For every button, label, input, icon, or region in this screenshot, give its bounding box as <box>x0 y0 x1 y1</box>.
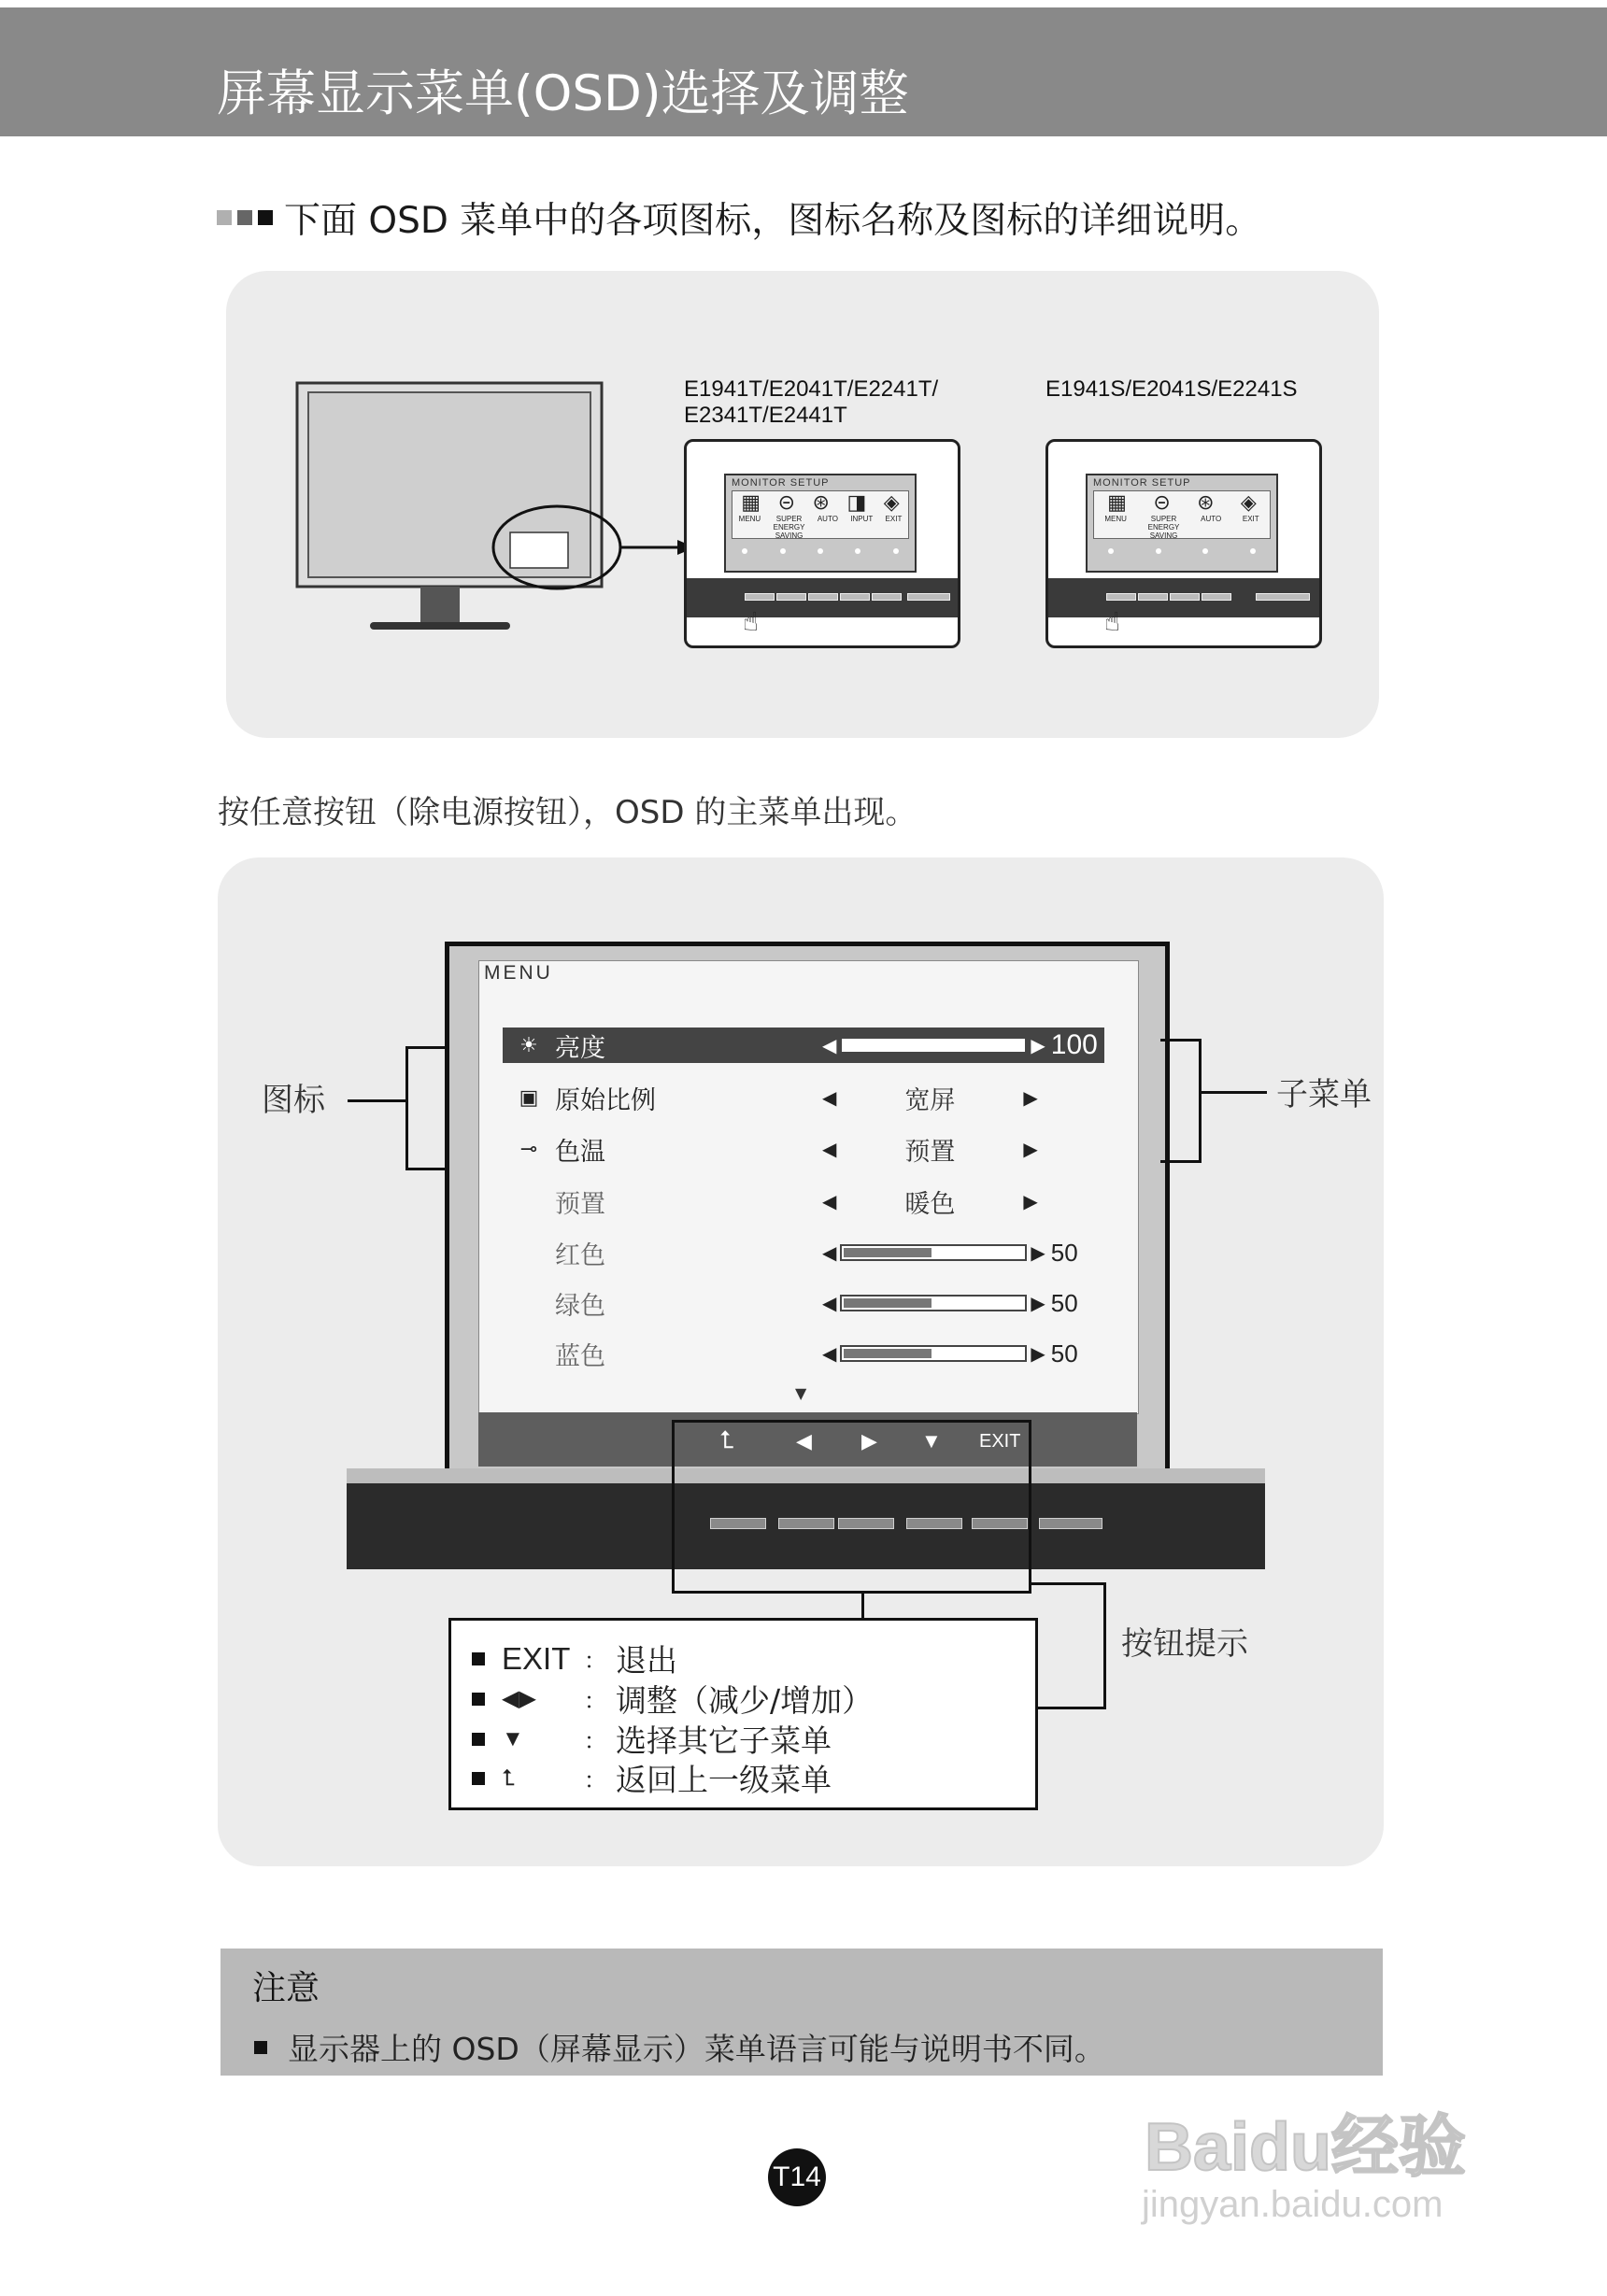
input-icon: ◨ <box>846 491 867 515</box>
t-mini-label: EXIT <box>885 515 903 523</box>
t-mini-menu <box>732 490 909 539</box>
t-mini-bezel <box>687 578 958 617</box>
legend-separator: ： <box>584 1688 606 1714</box>
s-mini-bezel <box>1048 578 1319 617</box>
s-series-osd-box <box>1045 439 1322 648</box>
legend-bullet <box>472 1733 485 1746</box>
osd-row-label: 色温 <box>555 1137 605 1167</box>
button-hint-line <box>1031 1707 1106 1709</box>
legend-separator: ： <box>584 1648 606 1674</box>
increase-arrow-icon[interactable]: ▶ <box>1031 1034 1045 1056</box>
increase-arrow-icon[interactable]: ▶ <box>1023 1086 1038 1109</box>
submenu-callout-line <box>1202 1091 1267 1094</box>
legend-bullet <box>472 1693 485 1706</box>
bezel-button-power[interactable] <box>1039 1518 1102 1529</box>
slider-fill <box>844 1248 931 1257</box>
increase-arrow-icon[interactable]: ▶ <box>1031 1292 1045 1314</box>
t-series-models: E1941T/E2041T/E2241T/ E2341T/E2441T <box>684 376 939 428</box>
legend-key: ▼ <box>502 1725 524 1751</box>
t-mini-label: SUPER ENERGY SAVING <box>773 515 805 540</box>
legend-key: ◀▶ <box>502 1686 536 1711</box>
intro-text: 下面 OSD 菜单中的各项图标，图标名称及图标的详细说明。 <box>284 200 1262 242</box>
t-mini-dots <box>726 548 915 554</box>
intro-line <box>217 191 1261 244</box>
t-mini-label: MENU <box>738 515 761 523</box>
energy-saving-icon: ⊝ <box>777 491 795 515</box>
monitor-illustration <box>280 374 729 645</box>
legend-item <box>472 1677 873 1721</box>
down-arrow-icon[interactable]: ▼ <box>921 1429 942 1453</box>
s-series-mini-screen <box>1086 474 1278 573</box>
t-btn-5[interactable] <box>872 593 902 601</box>
t-mini-labels <box>732 515 908 540</box>
osd-row[interactable] <box>503 1336 1104 1371</box>
decrease-arrow-icon[interactable]: ◀ <box>822 1241 837 1264</box>
slider-value: 100 <box>1050 1029 1098 1060</box>
value-slider[interactable] <box>840 1037 1027 1054</box>
t-series-osd-box <box>684 439 960 648</box>
t-btn-4[interactable] <box>840 593 870 601</box>
option-value: 暖色 <box>904 1189 956 1219</box>
page-title: 屏幕显示菜单(OSD)选择及调整 <box>217 65 909 122</box>
button-hint-callout-frame <box>672 1420 1031 1594</box>
auto-icon: ⊛ <box>812 491 830 515</box>
energy-saving-icon: ⊝ <box>1153 491 1171 515</box>
s-btn-1[interactable] <box>1106 593 1136 601</box>
s-mini-menu <box>1093 490 1271 539</box>
decrease-arrow-icon[interactable]: ◀ <box>822 1138 837 1160</box>
legend-separator: ： <box>584 1767 606 1793</box>
s-mini-label: AUTO <box>1201 515 1222 523</box>
note-bullet <box>254 2041 267 2054</box>
increase-arrow-icon[interactable]: ▶ <box>1031 1342 1045 1365</box>
legend-key: ⮤ <box>502 1765 516 1791</box>
decrease-arrow-icon[interactable]: ◀ <box>822 1342 837 1365</box>
t-hand-pointer-icon: ☝ <box>743 606 760 637</box>
label-submenu: 子菜单 <box>1276 1076 1372 1113</box>
t-btn-2[interactable] <box>776 593 806 601</box>
s-mini-label: MENU <box>1104 515 1127 523</box>
legend-item <box>472 1637 677 1680</box>
right-arrow-icon[interactable]: ▶ <box>861 1429 877 1453</box>
legend-connector-line <box>861 1594 864 1620</box>
baidu-watermark-url: jingyan.baidu.com <box>1142 2184 1443 2225</box>
value-slider[interactable] <box>840 1345 1027 1362</box>
s-series-models: E1941S/E2041S/E2241S <box>1045 376 1298 402</box>
decrease-arrow-icon[interactable]: ◀ <box>822 1086 837 1109</box>
slider-fill <box>844 1041 1023 1050</box>
page-number: T14 <box>768 2148 826 2206</box>
legend-text: 选择其它子菜单 <box>616 1722 832 1759</box>
value-slider[interactable] <box>840 1295 1027 1311</box>
t-series-mini-screen <box>724 474 917 573</box>
label-button-hint: 按钮提示 <box>1121 1625 1248 1663</box>
t-btn-power[interactable] <box>907 593 950 601</box>
legend-item <box>472 1717 832 1761</box>
button-hint-bracket <box>1031 1582 1106 1709</box>
increase-arrow-icon[interactable]: ▶ <box>1031 1241 1045 1264</box>
decrease-arrow-icon[interactable]: ◀ <box>822 1034 837 1056</box>
s-mini-label: EXIT <box>1242 515 1259 523</box>
value-slider[interactable] <box>840 1244 1027 1261</box>
legend-separator: ： <box>584 1728 606 1754</box>
slider-value: 50 <box>1050 1288 1078 1317</box>
legend-text: 返回上一级菜单 <box>616 1762 832 1798</box>
s-hand-pointer-icon: ☝ <box>1104 606 1121 637</box>
legend-text: 调整（减少/增加） <box>616 1682 874 1719</box>
legend-text: 退出 <box>616 1642 677 1679</box>
decrease-arrow-icon[interactable]: ◀ <box>822 1292 837 1314</box>
icon-callout-line <box>348 1099 405 1102</box>
icon-callout-bracket <box>405 1046 447 1170</box>
legend-key: EXIT <box>502 1640 571 1676</box>
bullet-square-light <box>217 210 232 225</box>
exit-label[interactable]: EXIT <box>979 1431 1021 1452</box>
submenu-callout-bracket <box>1160 1039 1202 1163</box>
bullet-square-dark <box>258 210 273 225</box>
osd-row[interactable] <box>503 1080 1104 1115</box>
osd-row-label: 蓝色 <box>555 1341 605 1371</box>
slider-fill <box>844 1349 931 1358</box>
thermometer-icon: ⊸ <box>519 1137 538 1161</box>
s-mini-dots <box>1088 548 1276 554</box>
t-btn-3[interactable] <box>808 593 838 601</box>
slider-fill <box>844 1298 931 1308</box>
note-item <box>254 2025 1105 2069</box>
option-value: 宽屏 <box>904 1085 956 1115</box>
legend-bullet <box>472 1652 485 1665</box>
s-mini-icons <box>1094 491 1270 515</box>
increase-arrow-icon[interactable]: ▶ <box>1023 1138 1038 1160</box>
osd-row-label: 绿色 <box>555 1291 605 1321</box>
auto-icon: ⊛ <box>1197 491 1215 515</box>
t-mini-title: MONITOR SETUP <box>732 477 830 489</box>
sun-icon: ☀ <box>519 1033 538 1057</box>
note-title: 注意 <box>252 1969 320 2007</box>
t-mini-label: AUTO <box>817 515 838 523</box>
scroll-down-icon: ▼ <box>795 1384 807 1402</box>
s-mini-label: SUPER ENERGY SAVING <box>1147 515 1180 540</box>
osd-row[interactable] <box>503 1235 1104 1270</box>
s-mini-title: MONITOR SETUP <box>1093 477 1191 489</box>
s-mini-labels <box>1094 515 1270 540</box>
caption: 按任意按钮（除电源按钮），OSD 的主菜单出现。 <box>218 794 917 831</box>
t-mini-label: INPUT <box>850 515 874 523</box>
legend-item <box>472 1756 832 1800</box>
menu-icon: ▦ <box>1107 491 1127 515</box>
s-btn-3[interactable] <box>1170 593 1200 601</box>
osd-row[interactable] <box>503 1285 1104 1321</box>
legend-bullet <box>472 1772 485 1785</box>
osd-row[interactable] <box>503 1183 1104 1219</box>
osd-row-label: 红色 <box>555 1240 605 1270</box>
bullet-square-mid <box>237 210 252 225</box>
note-text: 显示器上的 OSD（屏幕显示）菜单语言可能与说明书不同。 <box>288 2031 1105 2067</box>
osd-menu-title: MENU <box>484 962 553 984</box>
aspect-icon: ▣ <box>519 1085 539 1110</box>
osd-row-label: 原始比例 <box>555 1085 656 1115</box>
s-btn-4[interactable] <box>1202 593 1231 601</box>
slider-value: 50 <box>1050 1238 1078 1267</box>
increase-arrow-icon[interactable]: ▶ <box>1023 1190 1038 1212</box>
exit-icon: ◈ <box>883 491 900 515</box>
osd-row-label: 亮度 <box>555 1033 605 1063</box>
s-btn-power[interactable] <box>1256 593 1310 601</box>
option-value: 预置 <box>904 1137 956 1167</box>
left-arrow-icon[interactable]: ◀ <box>796 1429 812 1453</box>
t-btn-1[interactable] <box>745 593 775 601</box>
exit-icon: ◈ <box>1240 491 1257 515</box>
baidu-watermark-logo: Baidu经验 <box>1145 2110 1467 2185</box>
osd-row[interactable] <box>503 1028 1104 1063</box>
slider-value: 50 <box>1050 1339 1078 1368</box>
osd-row-label: 预置 <box>555 1189 605 1219</box>
label-icon: 图标 <box>262 1082 325 1119</box>
return-icon[interactable]: ⮤ <box>719 1425 734 1453</box>
t-mini-icons <box>732 491 908 515</box>
s-btn-2[interactable] <box>1138 593 1168 601</box>
menu-icon: ▦ <box>741 491 761 515</box>
decrease-arrow-icon[interactable]: ◀ <box>822 1190 837 1212</box>
osd-row[interactable] <box>503 1131 1104 1167</box>
